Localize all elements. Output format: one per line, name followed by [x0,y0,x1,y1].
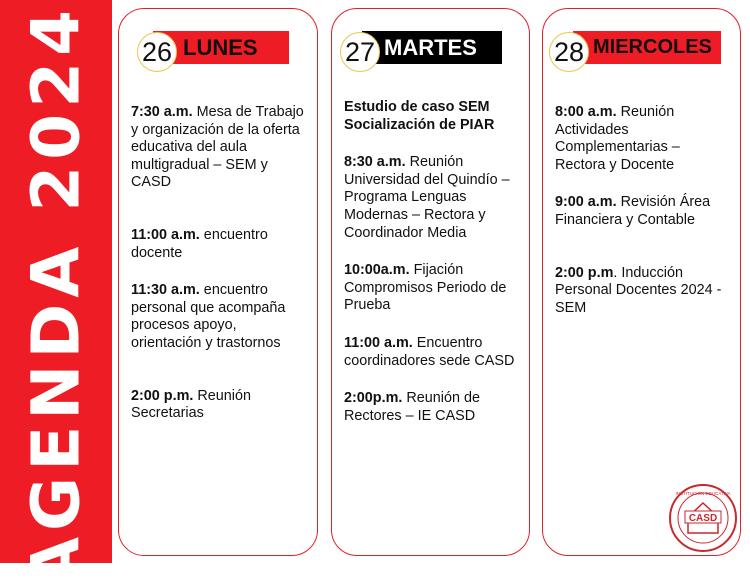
entry-text: Reunión de Rectores – IE CASD [344,390,481,424]
entry-time: 11:00 a.m. [344,334,413,351]
agenda-entry [555,265,732,318]
entry-text: Mesa de Trabajo y organización de la oferta educativa del aula multigradual – SEM y CASD [131,104,304,191]
entry-text: Reunión Actividades Complementarias – Rectora y Docente [555,104,680,173]
day-card-wednesday [542,8,741,556]
day-card-tuesday [331,8,530,556]
agenda-entry [131,282,309,352]
entry-text: Fijación Compromisos Periodo de Prueba [344,262,507,314]
entry-text: encuentro personal que acompaña procesos apoyo, orientación y trastornos [131,282,286,351]
agenda-entry [555,194,732,229]
entry-time: 2:00 p.m [555,264,614,281]
entry-text: Revisión Área Financiera y Contable [555,194,711,228]
logo-ring-text: INSTITUCIÓN EDUCATIVA [675,491,731,496]
entry-text: Reunión Universidad del Quindío – Programa Lenguas Modernas – Rectora y Coordinador Media [344,154,510,241]
agenda-entry [344,154,521,242]
entry-text: Encuentro coordinadores sede CASD [344,334,515,369]
entry-text: encuentro docente [131,226,268,261]
day-header [543,23,740,67]
entry-time: 10:00a.m. [344,262,410,279]
entry-time: 11:00 a.m. [131,226,200,243]
agenda-entry [344,390,521,425]
day-header [119,23,317,67]
day-entries [131,104,309,443]
day-number: 28 [549,32,589,72]
day-name: MIERCOLES [593,36,712,58]
entry-text: Reunión Secretarias [131,387,251,422]
entry-time: 7:30 a.m. [131,104,193,120]
day-name: LUNES [183,35,258,60]
day-entries [344,99,521,445]
entry-time: 2:00 p.m. [131,387,194,404]
entry-title: Estudio de caso SEM Socialización de PIAR [344,99,495,133]
agenda-entry [555,104,732,174]
entry-time: 8:00 a.m. [555,104,617,120]
day-number: 27 [340,32,380,72]
agenda-title: AGENDA 2024 [17,3,95,588]
day-header [332,23,529,67]
entry-time: 9:00 a.m. [555,194,617,211]
agenda-entry [344,99,521,134]
logo-text: CASD [688,513,718,524]
day-name: MARTES [384,35,477,60]
agenda-entry [131,227,309,262]
day-card-monday [118,8,318,556]
agenda-entry [344,335,521,370]
entry-text: . Inducción Personal Docentes 2024 - SEM [555,264,722,316]
entry-time: 2:00p.m. [344,390,403,407]
sidebar-banner [0,0,112,588]
agenda-entry [344,262,521,315]
day-entries [555,104,732,337]
day-number: 26 [137,32,177,72]
entry-time: 11:30 a.m. [131,282,200,299]
agenda-entry [131,388,309,423]
casd-logo-icon [668,483,738,553]
agenda-entry [131,104,309,192]
entry-time: 8:30 a.m. [344,154,406,171]
